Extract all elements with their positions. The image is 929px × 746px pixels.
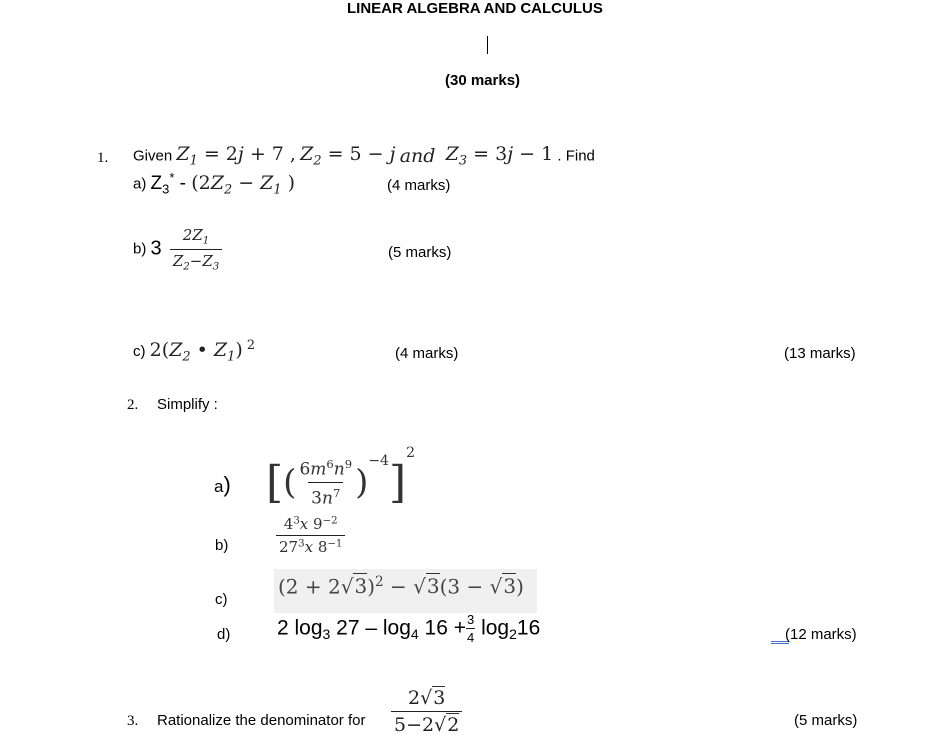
document-title: LINEAR ALGEBRA AND CALCULUS — [347, 0, 603, 17]
question-1-stem — [133, 143, 595, 169]
total-marks: (30 marks) — [445, 72, 521, 89]
question-2-title: Simplify : — [157, 396, 218, 413]
q2-c-expression: $(2 + 2√3)^2 - √3(3 - √3)$ — [274, 569, 537, 613]
q2-b-label: b) — [215, 537, 229, 554]
q1-c-expression: $2(Z_2$ • $Z_1$) $^2$ — [149, 338, 256, 365]
q1-part-c — [133, 338, 255, 365]
q1-a-label: a) — [133, 175, 147, 193]
q1-part-a — [133, 170, 295, 198]
q1-total-marks: (13 marks) — [784, 345, 856, 362]
question-3-text: Rationalize the denominator for — [157, 712, 366, 729]
q2-c-label: c) — [215, 591, 228, 608]
q1-c-label: c) — [133, 342, 146, 360]
question-2-number: 2. — [127, 397, 139, 413]
q3-fraction: $\frac{2√3}{5-2√2}$ — [391, 687, 462, 736]
q1-c-marks: (4 marks) — [395, 345, 459, 362]
question-1-number: 1. — [97, 150, 109, 166]
q1-part-b — [133, 226, 222, 272]
given-label: Given — [133, 147, 173, 165]
q1-b-coefficient: 3 — [150, 237, 162, 260]
q2-a-label: a) — [214, 472, 231, 497]
q3-total-marks: (5 marks) — [794, 712, 858, 729]
q1-b-marks: (5 marks) — [388, 244, 452, 261]
q1-b-fraction: $\frac{2Z_1}{Z_2-Z_3}$ — [170, 226, 222, 272]
z3-definition: $Z_3 = 3j - 1$ — [439, 143, 554, 169]
find-label: . Find — [557, 147, 595, 165]
q1-a-expression: $Z_3^* - (2Z_2 - Z_1$ ) — [150, 170, 296, 198]
q2-d-label: d) — [217, 626, 231, 643]
q2-a-expression: [( $\frac{6m^6n^9}{3n^7}$ )$^{-4}$]$^2$ — [266, 445, 416, 509]
q1-a-marks: (4 marks) — [387, 177, 451, 194]
q2-b-expression: $\frac{4^3x 9^{-2}}{27^3x 8^{-1}}$ — [276, 515, 345, 556]
z1-definition: $Z_1 = 2j + 7$ , — [176, 143, 296, 169]
z2-definition: $Z_2 = 5 - j$ — [300, 143, 396, 169]
text-cursor — [487, 36, 488, 54]
and-word: and — [399, 144, 436, 167]
q2-d-expression: 2 $\log_3 27 - \log_4 16$ + $\frac{3}{4}$ $\log_216$ — [277, 612, 541, 645]
q2-total-marks: (12 marks) — [785, 626, 857, 643]
question-3-number: 3. — [127, 713, 139, 729]
q1-b-label: b) — [133, 240, 147, 258]
